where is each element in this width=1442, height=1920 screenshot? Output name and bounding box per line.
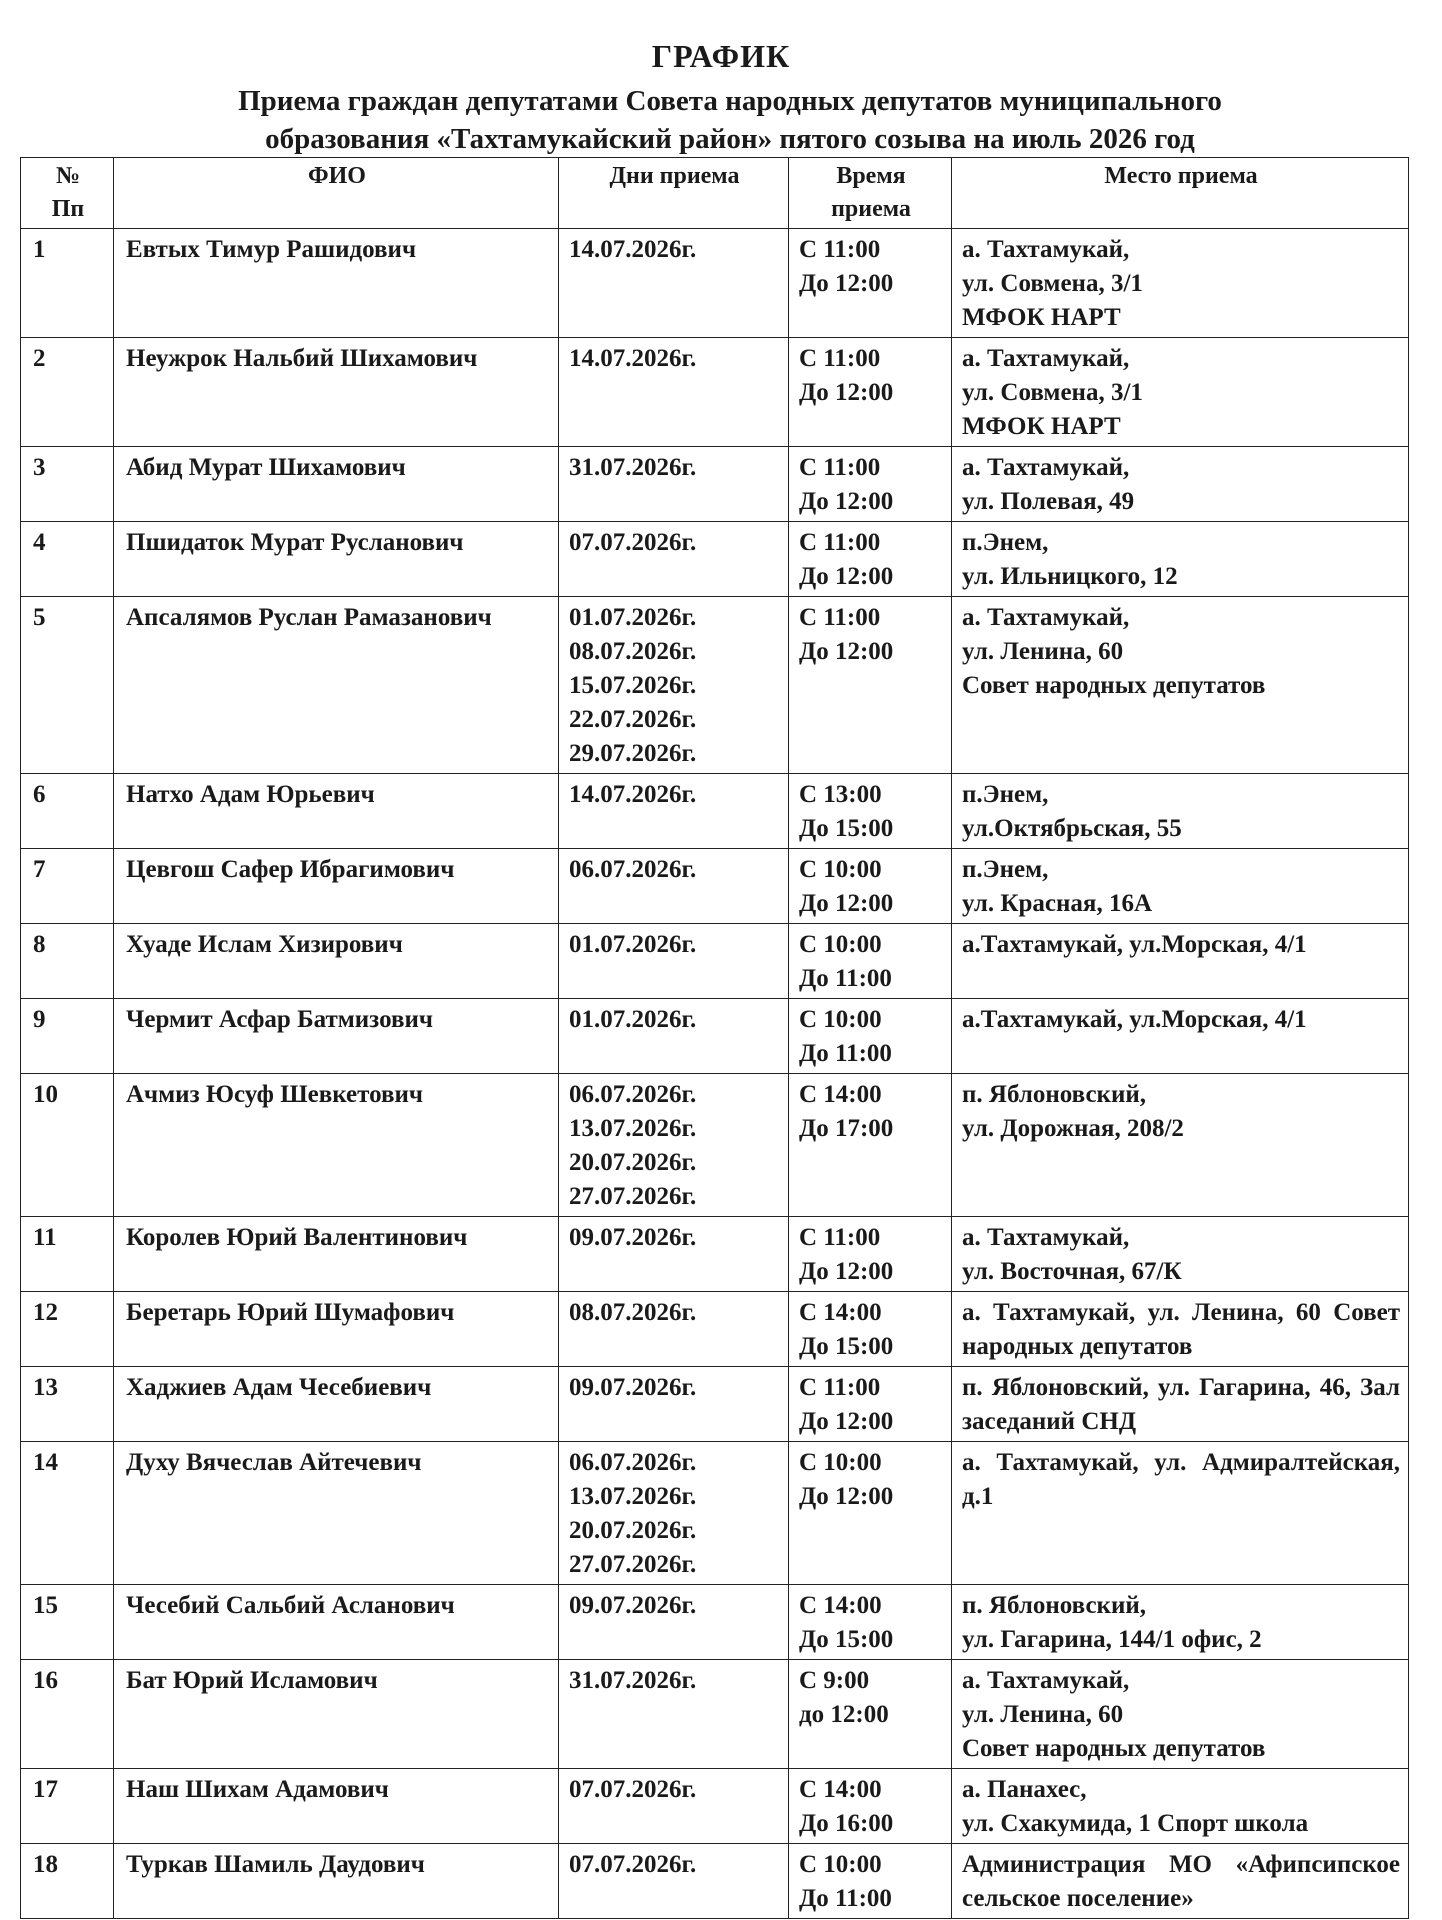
row-place xyxy=(952,774,1409,849)
table-row xyxy=(21,522,1409,597)
table-row xyxy=(21,1844,1409,1919)
row-place-line: а.Тахтамукай, ул.Морская, 4/1 xyxy=(962,931,1307,958)
row-time xyxy=(789,1367,952,1442)
row-time xyxy=(789,1585,952,1660)
row-place-line: п.Энем, xyxy=(962,781,1049,808)
row-number: 3 xyxy=(21,447,114,522)
row-time-line: До 12:00 xyxy=(799,379,894,406)
row-fio: Чесебий Сальбий Асланович xyxy=(114,1585,559,1660)
row-place xyxy=(952,999,1409,1074)
row-place-line: МФОК НАРТ xyxy=(962,304,1121,331)
row-days xyxy=(559,1585,789,1660)
row-number: 14 xyxy=(21,1442,114,1585)
table-row xyxy=(21,1660,1409,1769)
table-row xyxy=(21,1367,1409,1442)
row-number: 10 xyxy=(21,1074,114,1217)
row-fio: Абид Мурат Шихамович xyxy=(114,447,559,522)
row-time-line: С 13:00 xyxy=(799,781,882,808)
row-time xyxy=(789,338,952,447)
row-time xyxy=(789,999,952,1074)
row-time xyxy=(789,924,952,999)
row-time-line: До 12:00 xyxy=(799,488,894,515)
row-time-line: До 11:00 xyxy=(799,1040,892,1067)
row-fio: Хуаде Ислам Хизирович xyxy=(114,924,559,999)
row-place-line: Совет народных депутатов xyxy=(962,1735,1266,1762)
row-days xyxy=(559,447,789,522)
table-row xyxy=(21,1442,1409,1585)
row-time-line: До 17:00 xyxy=(799,1115,894,1142)
row-days-line: 01.07.2026г. xyxy=(569,1006,697,1033)
row-time-line: До 12:00 xyxy=(799,563,894,590)
row-time-line: С 14:00 xyxy=(799,1776,882,1803)
row-fio: Туркав Шамиль Даудович xyxy=(114,1844,559,1919)
row-place-line: ул. Красная, 16А xyxy=(962,890,1153,917)
row-days-line: 14.07.2026г. xyxy=(569,781,697,808)
row-days xyxy=(559,1217,789,1292)
row-time xyxy=(789,1292,952,1367)
row-days-line: 07.07.2026г. xyxy=(569,1776,697,1803)
row-fio: Пшидаток Мурат Русланович xyxy=(114,522,559,597)
row-place-line: п. Яблоновский, xyxy=(962,1592,1147,1619)
row-days-line: 29.07.2026г. xyxy=(569,740,697,767)
header-place: Место приема xyxy=(952,158,1409,229)
header-time: Время приема xyxy=(789,158,952,229)
header-days: Дни приема xyxy=(559,158,789,229)
row-time xyxy=(789,1217,952,1292)
row-time-line: С 11:00 xyxy=(799,604,881,631)
table-row xyxy=(21,1217,1409,1292)
table-row xyxy=(21,1769,1409,1844)
row-place-line: а. Тахтамукай, xyxy=(962,604,1130,631)
row-place xyxy=(952,1660,1409,1769)
row-days-line: 31.07.2026г. xyxy=(569,454,697,481)
row-fio: Беретарь Юрий Шумафович xyxy=(114,1292,559,1367)
row-number: 7 xyxy=(21,849,114,924)
row-place xyxy=(952,338,1409,447)
row-place xyxy=(952,1585,1409,1660)
row-time-line: С 9:00 xyxy=(799,1667,870,1694)
row-days xyxy=(559,1367,789,1442)
row-place-line: ул. Совмена, 3/1 xyxy=(962,270,1143,297)
row-days-line: 27.07.2026г. xyxy=(569,1183,697,1210)
document-subtitle xyxy=(180,82,1280,158)
row-days-line: 01.07.2026г. xyxy=(569,931,697,958)
row-place-line: ул. Совмена, 3/1 xyxy=(962,379,1143,406)
row-days-line: 07.07.2026г. xyxy=(569,1851,697,1878)
row-number: 12 xyxy=(21,1292,114,1367)
row-time-line: До 12:00 xyxy=(799,890,894,917)
row-place-line: а. Панахес, xyxy=(962,1776,1087,1803)
row-time xyxy=(789,774,952,849)
row-place xyxy=(952,229,1409,338)
row-place-line: а. Тахтамукай, xyxy=(962,1667,1130,1694)
row-place: а. Тахтамукай, ул. Ленина, 60 Совет народных депутатов xyxy=(952,1292,1409,1367)
subtitle-line-2: образования «Тахтамукайский район» пятого созыва на июль 2026 год xyxy=(265,123,1195,155)
row-time-line: До 15:00 xyxy=(799,815,894,842)
row-place xyxy=(952,1769,1409,1844)
row-days-line: 06.07.2026г. xyxy=(569,1449,697,1476)
row-days xyxy=(559,522,789,597)
row-place-line: а. Тахтамукай, xyxy=(962,345,1130,372)
row-time xyxy=(789,522,952,597)
row-time xyxy=(789,1074,952,1217)
row-place-line: ул. Полевая, 49 xyxy=(962,488,1135,515)
row-fio: Ачмиз Юсуф Шевкетович xyxy=(114,1074,559,1217)
row-days xyxy=(559,1074,789,1217)
table-row xyxy=(21,447,1409,522)
row-days xyxy=(559,1769,789,1844)
row-place-line: ул. Дорожная, 208/2 xyxy=(962,1115,1184,1142)
row-time-line: До 11:00 xyxy=(799,1885,892,1912)
row-time-line: До 12:00 xyxy=(799,1483,894,1510)
row-fio: Бат Юрий Исламович xyxy=(114,1660,559,1769)
row-time-line: С 11:00 xyxy=(799,236,881,263)
row-time xyxy=(789,1844,952,1919)
row-days xyxy=(559,999,789,1074)
row-time-line: С 10:00 xyxy=(799,1851,882,1878)
row-place-line: п.Энем, xyxy=(962,856,1049,883)
row-days-line: 27.07.2026г. xyxy=(569,1551,697,1578)
row-fio: Неужрок Нальбий Шихамович xyxy=(114,338,559,447)
row-place-line: ул. Гагарина, 144/1 офис, 2 xyxy=(962,1626,1262,1653)
row-time-line: С 11:00 xyxy=(799,454,881,481)
row-days xyxy=(559,338,789,447)
row-time-line: До 12:00 xyxy=(799,1258,894,1285)
table-row xyxy=(21,924,1409,999)
row-time-line: С 10:00 xyxy=(799,931,882,958)
row-place xyxy=(952,1217,1409,1292)
row-place-line: а.Тахтамукай, ул.Морская, 4/1 xyxy=(962,1006,1307,1033)
table-row xyxy=(21,1074,1409,1217)
row-time xyxy=(789,597,952,774)
row-time-line: С 14:00 xyxy=(799,1081,882,1108)
row-days xyxy=(559,597,789,774)
row-days-line: 09.07.2026г. xyxy=(569,1374,697,1401)
row-days xyxy=(559,849,789,924)
header-num: № Пп xyxy=(21,158,114,229)
row-time-line: До 16:00 xyxy=(799,1810,894,1837)
row-fio: Натхо Адам Юрьевич xyxy=(114,774,559,849)
row-number: 16 xyxy=(21,1660,114,1769)
row-fio: Королев Юрий Валентинович xyxy=(114,1217,559,1292)
row-fio: Хаджиев Адам Чесебиевич xyxy=(114,1367,559,1442)
row-days xyxy=(559,774,789,849)
subtitle-line-1: Приема граждан депутатами Совета народных депутатов муниципального xyxy=(238,85,1222,117)
row-number: 1 xyxy=(21,229,114,338)
table-row xyxy=(21,1585,1409,1660)
row-number: 15 xyxy=(21,1585,114,1660)
table-row xyxy=(21,1292,1409,1367)
row-days xyxy=(559,1292,789,1367)
row-time-line: До 11:00 xyxy=(799,965,892,992)
row-place xyxy=(952,447,1409,522)
row-time-line: До 12:00 xyxy=(799,1408,894,1435)
row-days-line: 14.07.2026г. xyxy=(569,236,697,263)
row-time xyxy=(789,229,952,338)
row-fio: Евтых Тимур Рашидович xyxy=(114,229,559,338)
row-time xyxy=(789,1769,952,1844)
row-time xyxy=(789,849,952,924)
row-days xyxy=(559,1442,789,1585)
row-place xyxy=(952,849,1409,924)
row-days-line: 20.07.2026г. xyxy=(569,1149,697,1176)
row-days-line: 20.07.2026г. xyxy=(569,1517,697,1544)
row-place-line: ул. Ильницкого, 12 xyxy=(962,563,1178,590)
row-fio: Духу Вячеслав Айтечевич xyxy=(114,1442,559,1585)
row-days xyxy=(559,1844,789,1919)
header-fio: ФИО xyxy=(114,158,559,229)
row-days-line: 22.07.2026г. xyxy=(569,706,697,733)
row-time-line: До 12:00 xyxy=(799,270,894,297)
document-title: ГРАФИК xyxy=(651,38,791,74)
row-fio: Цевгош Сафер Ибрагимович xyxy=(114,849,559,924)
table-row xyxy=(21,849,1409,924)
row-days-line: 14.07.2026г. xyxy=(569,345,697,372)
row-place-line: ул. Схакумида, 1 Спорт школа xyxy=(962,1810,1309,1837)
row-days xyxy=(559,229,789,338)
row-place-line: ул. Ленина, 60 xyxy=(962,638,1124,665)
row-time-line: До 15:00 xyxy=(799,1626,894,1653)
table-row xyxy=(21,597,1409,774)
row-place-line: ул. Восточная, 67/К xyxy=(962,1258,1182,1285)
row-time-line: До 15:00 xyxy=(799,1333,894,1360)
row-time xyxy=(789,447,952,522)
row-place-line: а. Тахтамукай, xyxy=(962,1224,1130,1251)
row-days-line: 13.07.2026г. xyxy=(569,1115,697,1142)
table-row xyxy=(21,338,1409,447)
row-place-line: п. Яблоновский, xyxy=(962,1081,1147,1108)
row-days-line: 08.07.2026г. xyxy=(569,638,697,665)
row-number: 11 xyxy=(21,1217,114,1292)
row-place xyxy=(952,1074,1409,1217)
row-number: 9 xyxy=(21,999,114,1074)
row-place-line: ул. Ленина, 60 xyxy=(962,1701,1124,1728)
row-time-line: С 14:00 xyxy=(799,1299,882,1326)
row-place-line: п.Энем, xyxy=(962,529,1049,556)
row-number: 5 xyxy=(21,597,114,774)
row-place-line: МФОК НАРТ xyxy=(962,413,1121,440)
row-days-line: 06.07.2026г. xyxy=(569,856,697,883)
row-number: 6 xyxy=(21,774,114,849)
row-time-line: до 12:00 xyxy=(799,1701,889,1728)
row-place-line: а. Тахтамукай, xyxy=(962,454,1130,481)
row-time-line: С 11:00 xyxy=(799,345,881,372)
row-place: п. Яблоновский, ул. Гагарина, 46, Зал заседаний СНД xyxy=(952,1367,1409,1442)
row-place-line: а. Тахтамукай, xyxy=(962,236,1130,263)
row-days-line: 09.07.2026г. xyxy=(569,1592,697,1619)
table-row xyxy=(21,999,1409,1074)
row-time-line: С 14:00 xyxy=(799,1592,882,1619)
row-days xyxy=(559,924,789,999)
row-number: 4 xyxy=(21,522,114,597)
row-time xyxy=(789,1660,952,1769)
row-days-line: 07.07.2026г. xyxy=(569,529,697,556)
row-place-line: Совет народных депутатов xyxy=(962,672,1266,699)
table-row xyxy=(21,774,1409,849)
row-number: 13 xyxy=(21,1367,114,1442)
row-time-line: С 11:00 xyxy=(799,1224,881,1251)
table-header-row xyxy=(21,158,1409,229)
schedule-table xyxy=(20,157,1409,1919)
row-time-line: С 10:00 xyxy=(799,1006,882,1033)
row-number: 8 xyxy=(21,924,114,999)
row-days-line: 13.07.2026г. xyxy=(569,1483,697,1510)
row-days-line: 15.07.2026г. xyxy=(569,672,697,699)
row-days xyxy=(559,1660,789,1769)
row-number: 18 xyxy=(21,1844,114,1919)
row-time-line: С 10:00 xyxy=(799,856,882,883)
table-row xyxy=(21,229,1409,338)
row-fio: Наш Шихам Адамович xyxy=(114,1769,559,1844)
row-time xyxy=(789,1442,952,1585)
row-place: а. Тахтамукай, ул. Адмиралтейская, д.1 xyxy=(952,1442,1409,1585)
row-number: 17 xyxy=(21,1769,114,1844)
row-days-line: 09.07.2026г. xyxy=(569,1224,697,1251)
row-days-line: 06.07.2026г. xyxy=(569,1081,697,1108)
row-days-line: 01.07.2026г. xyxy=(569,604,697,631)
row-time-line: С 11:00 xyxy=(799,1374,881,1401)
table-body xyxy=(21,229,1409,1919)
row-time-line: С 11:00 xyxy=(799,529,881,556)
row-fio: Апсалямов Руслан Рамазанович xyxy=(114,597,559,774)
row-time-line: До 12:00 xyxy=(799,638,894,665)
row-fio: Чермит Асфар Батмизович xyxy=(114,999,559,1074)
row-place-line: ул.Октябрьская, 55 xyxy=(962,815,1182,842)
row-days-line: 08.07.2026г. xyxy=(569,1299,697,1326)
row-place xyxy=(952,597,1409,774)
row-place xyxy=(952,522,1409,597)
row-days-line: 31.07.2026г. xyxy=(569,1667,697,1694)
row-time-line: С 10:00 xyxy=(799,1449,882,1476)
row-place xyxy=(952,924,1409,999)
row-number: 2 xyxy=(21,338,114,447)
row-place: Администрация МО «Афипсипское сельское поселение» xyxy=(952,1844,1409,1919)
